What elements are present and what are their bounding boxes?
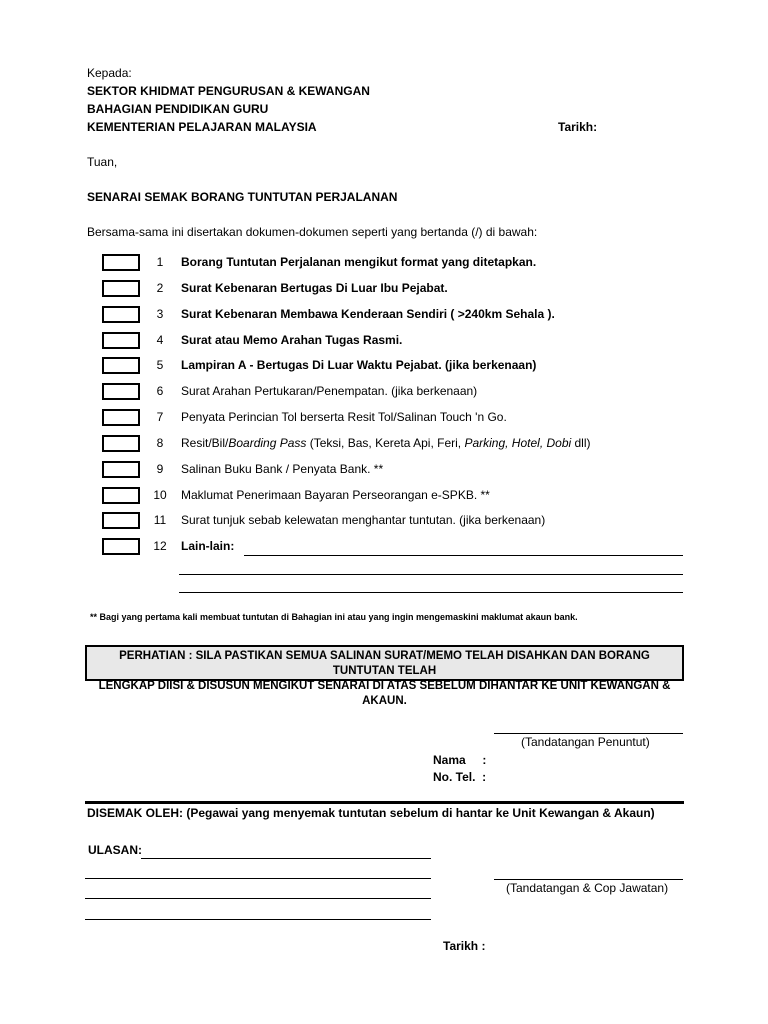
other-line-1[interactable]	[244, 555, 683, 556]
kepada-label: Kepada:	[87, 66, 132, 80]
item-text: Maklumat Penerimaan Bayaran Perseorangan e-SPKB. **	[181, 488, 490, 502]
other-line-3[interactable]	[179, 592, 683, 593]
checkbox-2[interactable]	[102, 280, 140, 297]
checkbox-1[interactable]	[102, 254, 140, 271]
checkbox-12[interactable]	[102, 538, 140, 555]
checkbox-3[interactable]	[102, 306, 140, 323]
item-number: 1	[156, 255, 164, 269]
review-title: DISEMAK OLEH: (Pegawai yang menyemak tuntutan sebelum di hantar ke Unit Kewangan & Akaun)	[87, 806, 655, 820]
claimant-signature-line[interactable]	[494, 733, 683, 734]
item-number: 10	[153, 488, 167, 502]
notice-line-1: PERHATIAN : SILA PASTIKAN SEMUA SALINAN SURAT/MEMO TELAH DISAHKAN DAN BORANG TUNTUTAN TELAH	[119, 650, 650, 677]
review-date-label: Tarikh :	[443, 939, 486, 953]
item-text	[181, 436, 591, 450]
footnote: ** Bagi yang pertama kali membuat tuntutan di Bahagian ini atau yang ingin mengemaskini maklumat akaun bank.	[90, 612, 578, 622]
item-number: 9	[156, 462, 164, 476]
item-number: 4	[156, 333, 164, 347]
recipient-line-3: KEMENTERIAN PELAJARAN MALAYSIA	[87, 120, 317, 134]
item-text-part: Resit/Bil/	[181, 436, 229, 450]
item-text: Lampiran A - Bertugas Di Luar Waktu Pejabat. (jika berkenaan)	[181, 358, 537, 372]
item-number: 2	[156, 281, 164, 295]
item-number: 6	[156, 384, 164, 398]
ulasan-line-1[interactable]	[141, 858, 431, 859]
ulasan-line-4[interactable]	[85, 919, 431, 920]
ulasan-line-2[interactable]	[85, 878, 431, 879]
notice-line-2: LENGKAP DIISI & DISUSUN MENGIKUT SENARAI DI ATAS SEBELUM DIHANTAR KE UNIT KEWANGAN & AKAUN.	[98, 680, 671, 707]
item-text: Borang Tuntutan Perjalanan mengikut format yang ditetapkan.	[181, 255, 537, 269]
item-number: 12	[153, 539, 167, 553]
claimant-signature-label: (Tandatangan Penuntut)	[521, 735, 650, 749]
item-number: 3	[156, 307, 164, 321]
intro-text: Bersama-sama ini disertakan dokumen-dokumen seperti yang bertanda (/) di bawah:	[87, 225, 538, 239]
item-number: 8	[156, 436, 164, 450]
item-text-part: dll)	[571, 436, 591, 450]
recipient-line-1: SEKTOR KHIDMAT PENGURUSAN & KEWANGAN	[87, 84, 370, 98]
checkbox-6[interactable]	[102, 383, 140, 400]
date-label: Tarikh:	[558, 120, 598, 134]
item-text-italic: Parking, Hotel, Dobi	[464, 436, 572, 450]
checkbox-4[interactable]	[102, 332, 140, 349]
item-text: Penyata Perincian Tol berserta Resit Tol/Salinan Touch 'n Go.	[181, 410, 507, 424]
item-text: Surat Arahan Pertukaran/Penempatan. (jika berkenaan)	[181, 384, 478, 398]
salutation: Tuan,	[87, 155, 118, 169]
checkbox-7[interactable]	[102, 409, 140, 426]
reviewer-signature-line[interactable]	[494, 879, 683, 880]
item-number: 11	[153, 513, 167, 527]
reviewer-signature-label: (Tandatangan & Cop Jawatan)	[506, 881, 669, 895]
item-text: Surat atau Memo Arahan Tugas Rasmi.	[181, 333, 403, 347]
item-text-italic: Boarding Pass	[228, 436, 307, 450]
item-text: Surat tunjuk sebab kelewatan menghantar tuntutan. (jika berkenaan)	[181, 513, 546, 527]
name-label: Nama :	[433, 753, 487, 767]
checkbox-9[interactable]	[102, 461, 140, 478]
ulasan-line-3[interactable]	[85, 898, 431, 899]
item-text: Surat Kebenaran Bertugas Di Luar Ibu Pejabat.	[181, 281, 448, 295]
recipient-line-2: BAHAGIAN PENDIDIKAN GURU	[87, 102, 269, 116]
checkbox-8[interactable]	[102, 435, 140, 452]
item-text: Salinan Buku Bank / Penyata Bank. **	[181, 462, 384, 476]
page-title: SENARAI SEMAK BORANG TUNTUTAN PERJALANAN	[87, 190, 398, 204]
item-text: Lain-lain:	[181, 539, 235, 553]
item-text: Surat Kebenaran Membawa Kenderaan Sendiri ( >240km Sehala ).	[181, 307, 555, 321]
item-number: 7	[156, 410, 164, 424]
item-text-part: (Teksi, Bas, Kereta Api, Feri,	[306, 436, 465, 450]
notice-box	[85, 645, 684, 707]
checkbox-10[interactable]	[102, 487, 140, 504]
checkbox-11[interactable]	[102, 512, 140, 529]
other-line-2[interactable]	[179, 574, 683, 575]
section-divider	[85, 801, 684, 804]
phone-label: No. Tel. :	[433, 770, 487, 784]
checkbox-5[interactable]	[102, 357, 140, 374]
ulasan-label: ULASAN:	[88, 843, 142, 857]
item-number: 5	[156, 358, 164, 372]
